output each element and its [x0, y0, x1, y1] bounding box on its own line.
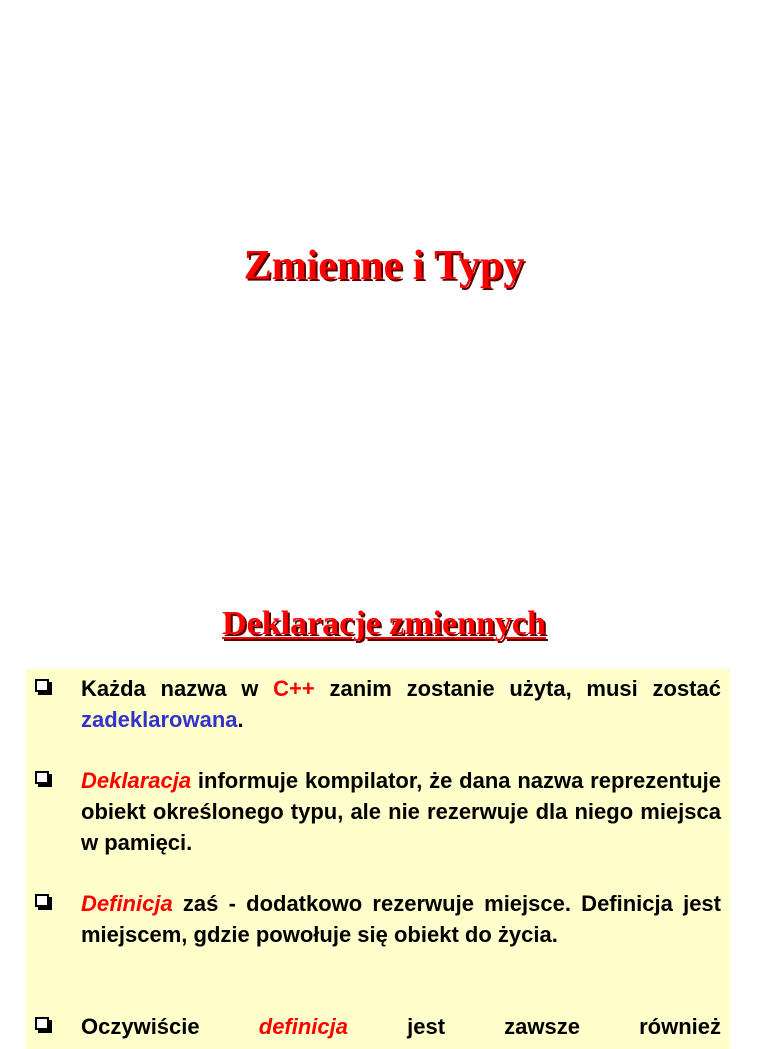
definition-term: definicja: [258, 1014, 348, 1039]
checkbox-bullet-icon: [35, 894, 49, 907]
section-title: Deklaracje zmiennych: [222, 605, 546, 642]
bullet-text: [81, 673, 721, 735]
bullet-text: [81, 765, 721, 858]
cpp-highlight: C++: [273, 676, 315, 701]
bullet-text-part: Oczywiście: [81, 1014, 259, 1039]
bullet-text-part: zaś - dodatkowo rezerwuje miejsce. Definicja jest miejscem, gdzie powołuje się obiekt do życia.: [81, 891, 721, 947]
declared-highlight: zadeklarowana: [81, 707, 238, 732]
declaration-term: Deklaracja: [81, 768, 192, 793]
bullet-text-part: .: [237, 707, 244, 732]
bullet-text-part: jest zawsze również: [348, 1014, 721, 1039]
bullet-text-part: Każda nazwa w: [81, 676, 274, 701]
bullet-text-part: informuje kompilator, że dana nazwa reprezentuje obiekt określonego typu, ale nie rezerwuje dla niego miejsca w pamięci.: [81, 768, 721, 855]
bullet-text-part: zanim zostanie użyta, musi zostać: [314, 676, 721, 701]
definition-term: Definicja: [81, 891, 173, 916]
checkbox-bullet-icon: [35, 771, 49, 784]
slide-title: Zmienne i Typy: [243, 243, 525, 289]
bullet-text: [81, 888, 721, 950]
bullet-text: [81, 1011, 721, 1042]
checkbox-bullet-icon: [35, 679, 49, 692]
content-box: [26, 669, 730, 1049]
